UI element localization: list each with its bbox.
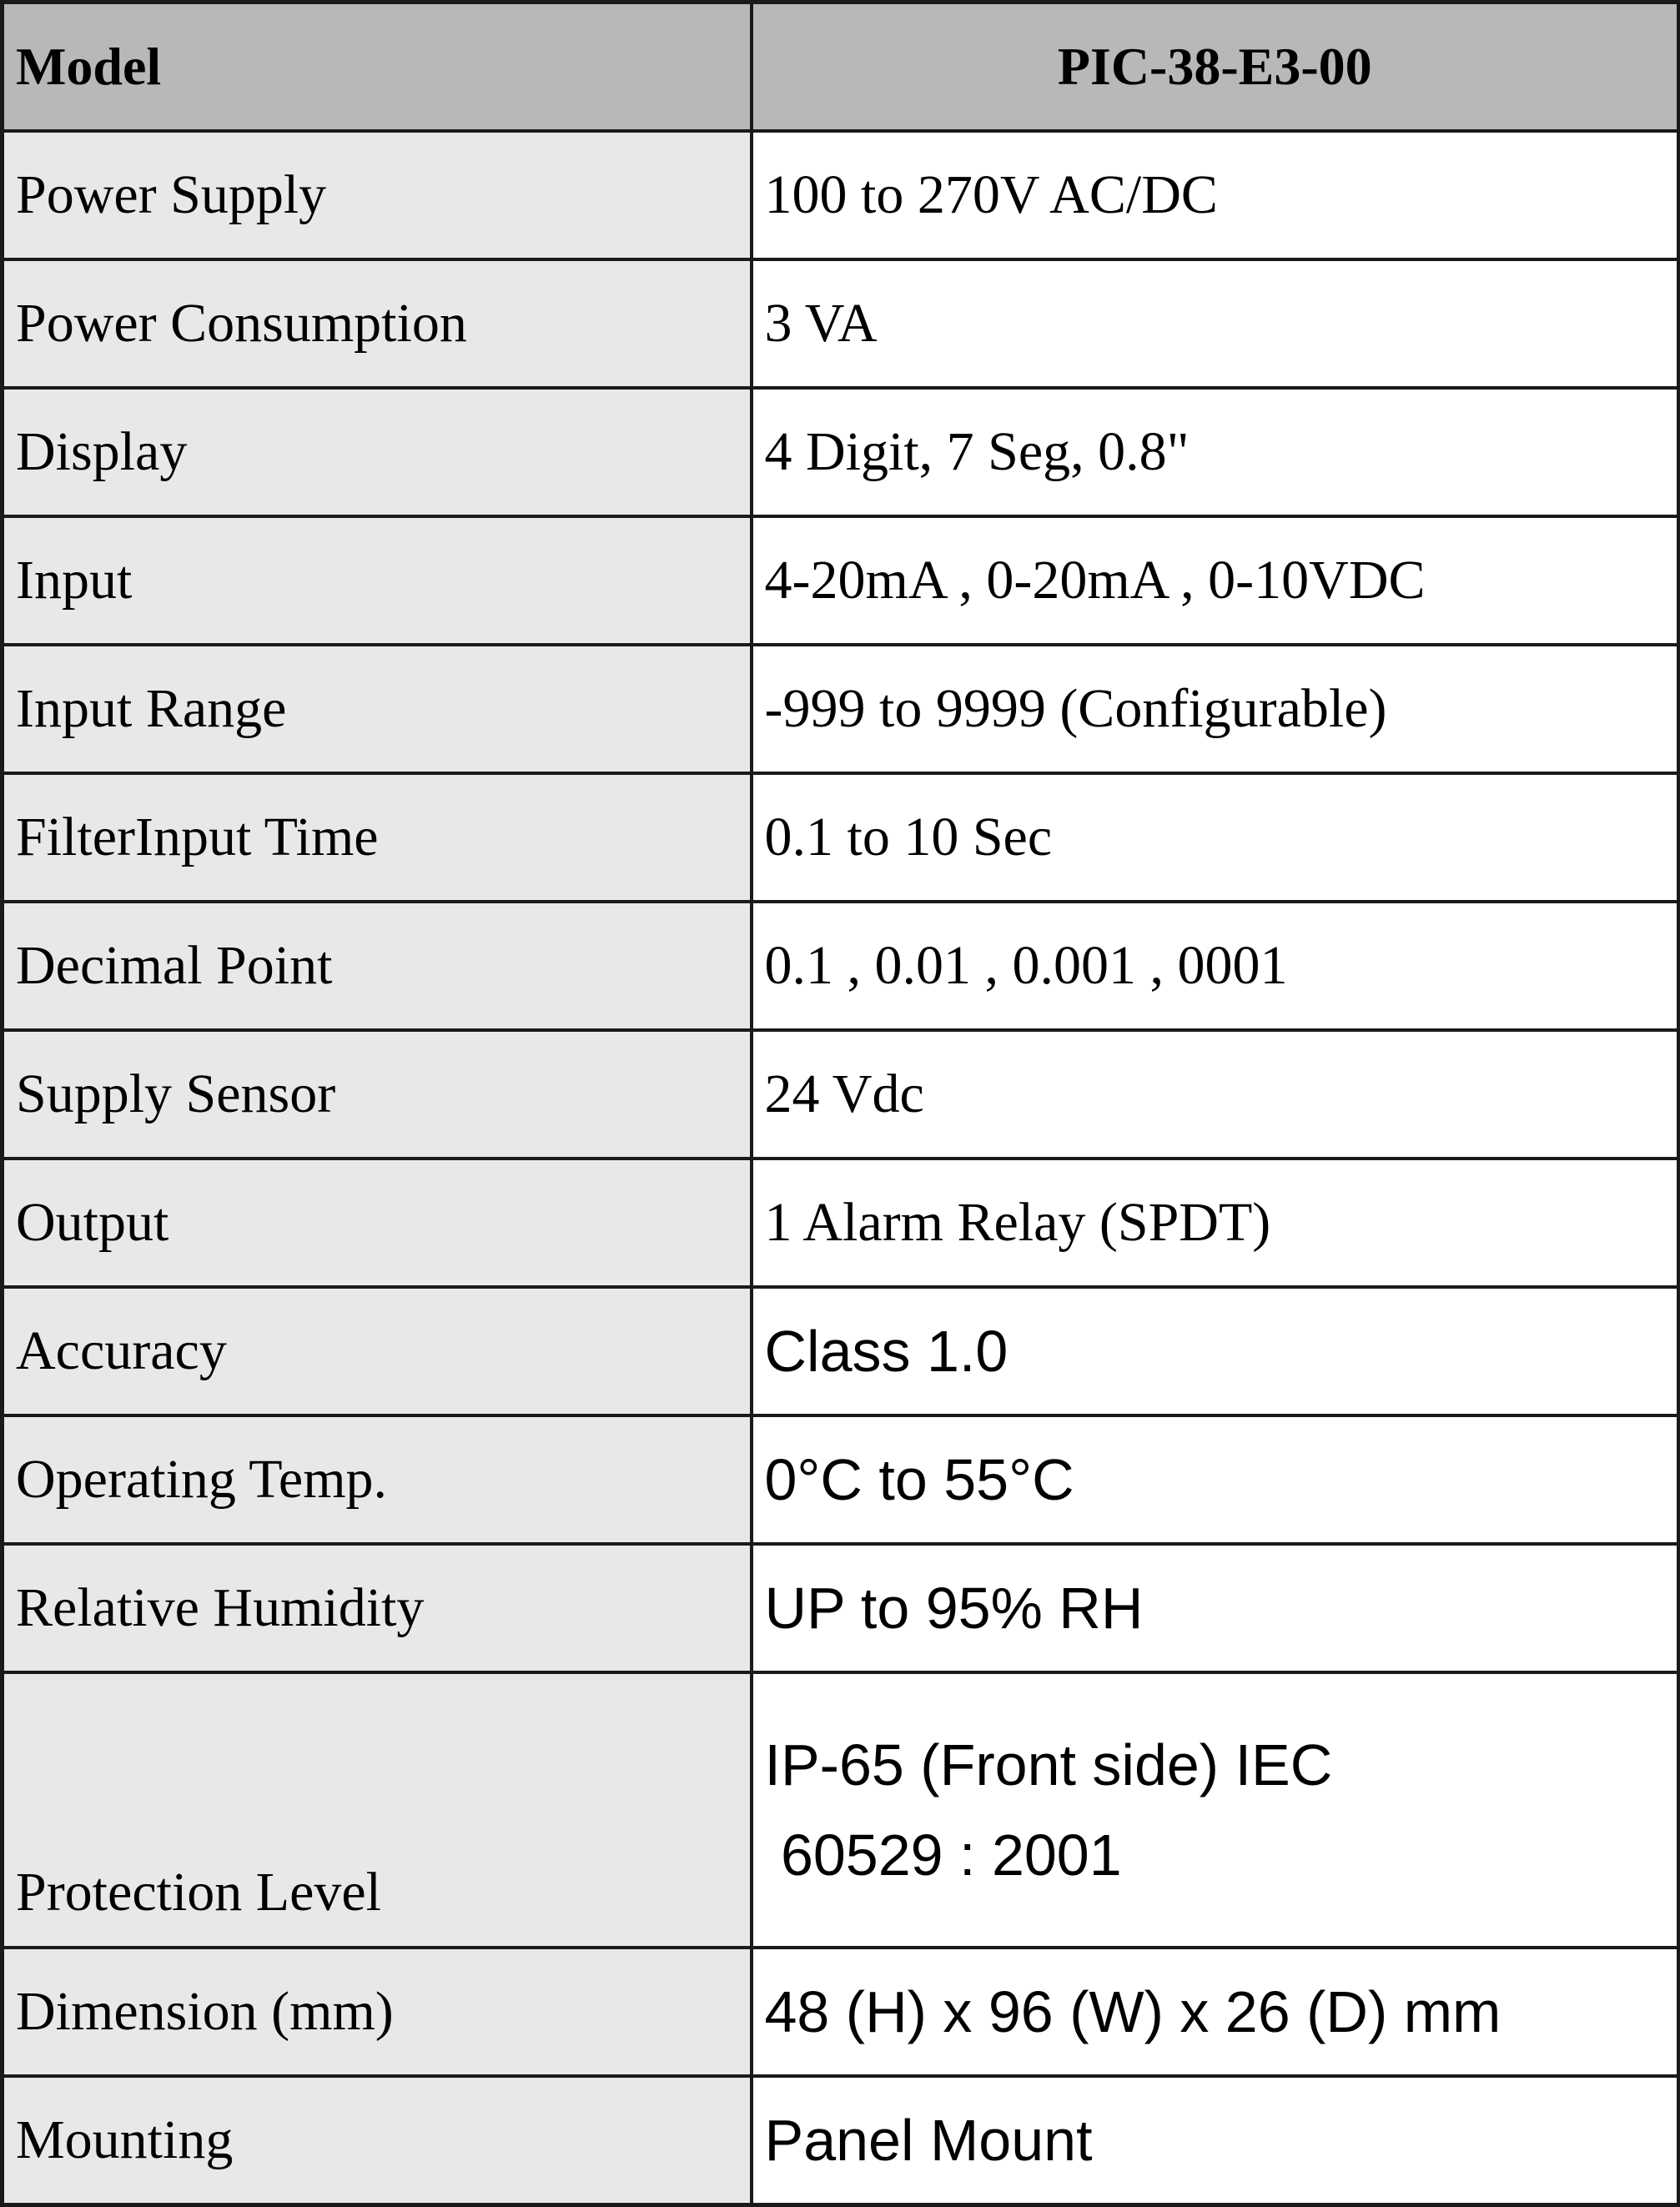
table-row bbox=[3, 645, 1679, 773]
display-label: Display bbox=[3, 388, 752, 516]
table-row bbox=[3, 1030, 1679, 1159]
table-row bbox=[3, 1544, 1679, 1672]
power-supply-label: Power Supply bbox=[3, 131, 752, 259]
relative-humidity-label: Relative Humidity bbox=[3, 1544, 752, 1672]
model-value: PIC-38-E3-00 bbox=[752, 3, 1679, 132]
table-row bbox=[3, 773, 1679, 902]
table-row bbox=[3, 131, 1679, 259]
protection-level-value-line-1: IP-65 (Front side) IEC bbox=[764, 1732, 1333, 1797]
power-supply-value: 100 to 270V AC/DC bbox=[752, 131, 1679, 259]
protection-level-value-line-2: 60529 : 2001 bbox=[764, 1822, 1122, 1888]
input-range-value: -999 to 9999 (Configurable) bbox=[752, 645, 1679, 773]
table-row bbox=[3, 259, 1679, 388]
output-label: Output bbox=[3, 1159, 752, 1287]
operating-temp-label: Operating Temp. bbox=[3, 1415, 752, 1544]
decimal-point-label: Decimal Point bbox=[3, 902, 752, 1030]
table-row bbox=[3, 388, 1679, 516]
table-row bbox=[3, 2076, 1679, 2205]
accuracy-label: Accuracy bbox=[3, 1287, 752, 1415]
relative-humidity-value: UP to 95% RH bbox=[752, 1544, 1679, 1672]
supply-sensor-label: Supply Sensor bbox=[3, 1030, 752, 1159]
input-label: Input bbox=[3, 516, 752, 645]
model-label: Model bbox=[3, 3, 752, 132]
supply-sensor-value: 24 Vdc bbox=[752, 1030, 1679, 1159]
protection-level-value bbox=[752, 1672, 1679, 1948]
power-consumption-label: Power Consumption bbox=[3, 259, 752, 388]
accuracy-value: Class 1.0 bbox=[752, 1287, 1679, 1415]
input-range-label: Input Range bbox=[3, 645, 752, 773]
table-row bbox=[3, 1948, 1679, 2076]
table-row bbox=[3, 902, 1679, 1030]
table-row bbox=[3, 516, 1679, 645]
filter-input-time-value: 0.1 to 10 Sec bbox=[752, 773, 1679, 902]
table-row bbox=[3, 1415, 1679, 1544]
display-value: 4 Digit, 7 Seg, 0.8" bbox=[752, 388, 1679, 516]
protection-level-label: Protection Level bbox=[3, 1672, 752, 1948]
filter-input-time-label: FilterInput Time bbox=[3, 773, 752, 902]
table-row bbox=[3, 1159, 1679, 1287]
table-header-row bbox=[3, 3, 1679, 132]
output-value: 1 Alarm Relay (SPDT) bbox=[752, 1159, 1679, 1287]
mounting-value: Panel Mount bbox=[752, 2076, 1679, 2205]
decimal-point-value: 0.1 , 0.01 , 0.001 , 0001 bbox=[752, 902, 1679, 1030]
operating-temp-value: 0°C to 55°C bbox=[752, 1415, 1679, 1544]
table-row bbox=[3, 1672, 1679, 1948]
dimension-value: 48 (H) x 96 (W) x 26 (D) mm bbox=[752, 1948, 1679, 2076]
power-consumption-value: 3 VA bbox=[752, 259, 1679, 388]
dimension-label: Dimension (mm) bbox=[3, 1948, 752, 2076]
mounting-label: Mounting bbox=[3, 2076, 752, 2205]
input-value: 4-20mA , 0-20mA , 0-10VDC bbox=[752, 516, 1679, 645]
table-row bbox=[3, 1287, 1679, 1415]
